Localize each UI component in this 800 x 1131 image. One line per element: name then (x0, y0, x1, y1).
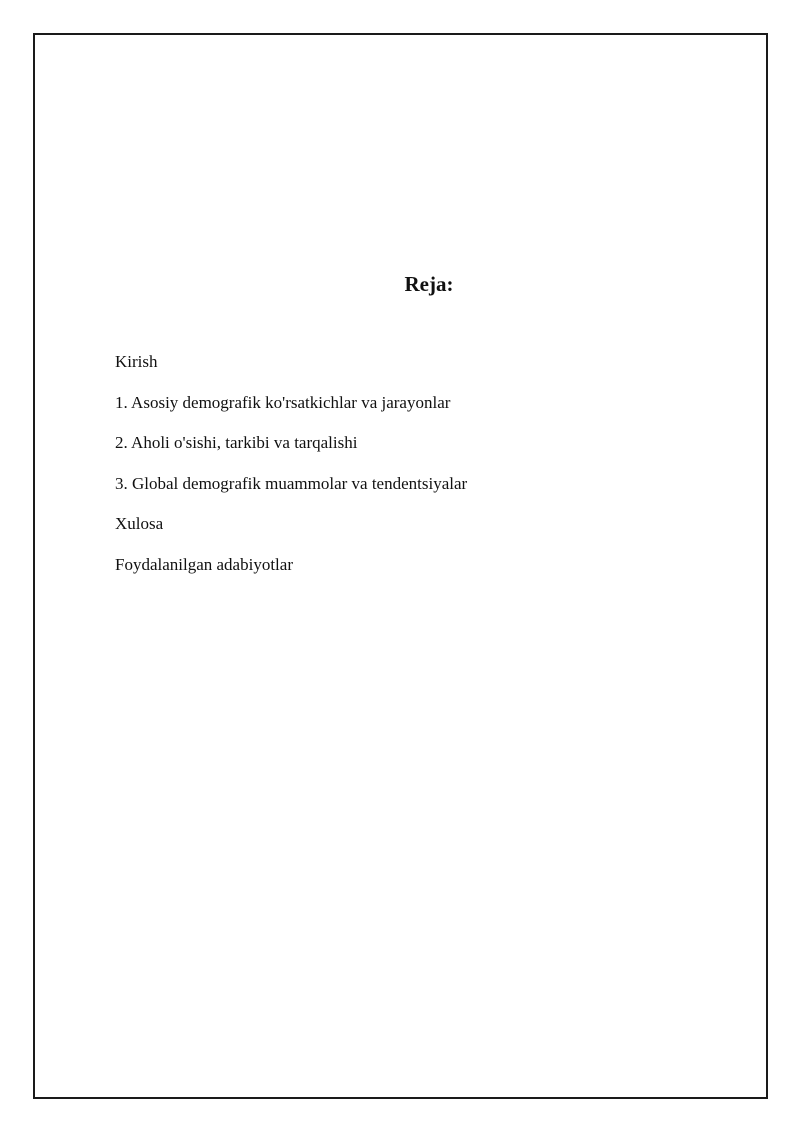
toc-item-section-2: 2. Aholi o'sishi, tarkibi va tarqalishi (115, 433, 358, 452)
toc-item-intro: Kirish (115, 352, 158, 371)
page-title: Reja: (404, 272, 454, 296)
table-of-contents (115, 349, 467, 592)
toc-item-references: Foydalanilgan adabiyotlar (115, 554, 293, 574)
toc-item-section-3: 3. Global demografik muammolar va tendentsiyalar (115, 473, 468, 493)
toc-item-conclusion: Xulosa (115, 514, 164, 533)
toc-item-section-1: 1. Asosiy demografik ko'rsatkichlar va jarayonlar (115, 392, 451, 412)
